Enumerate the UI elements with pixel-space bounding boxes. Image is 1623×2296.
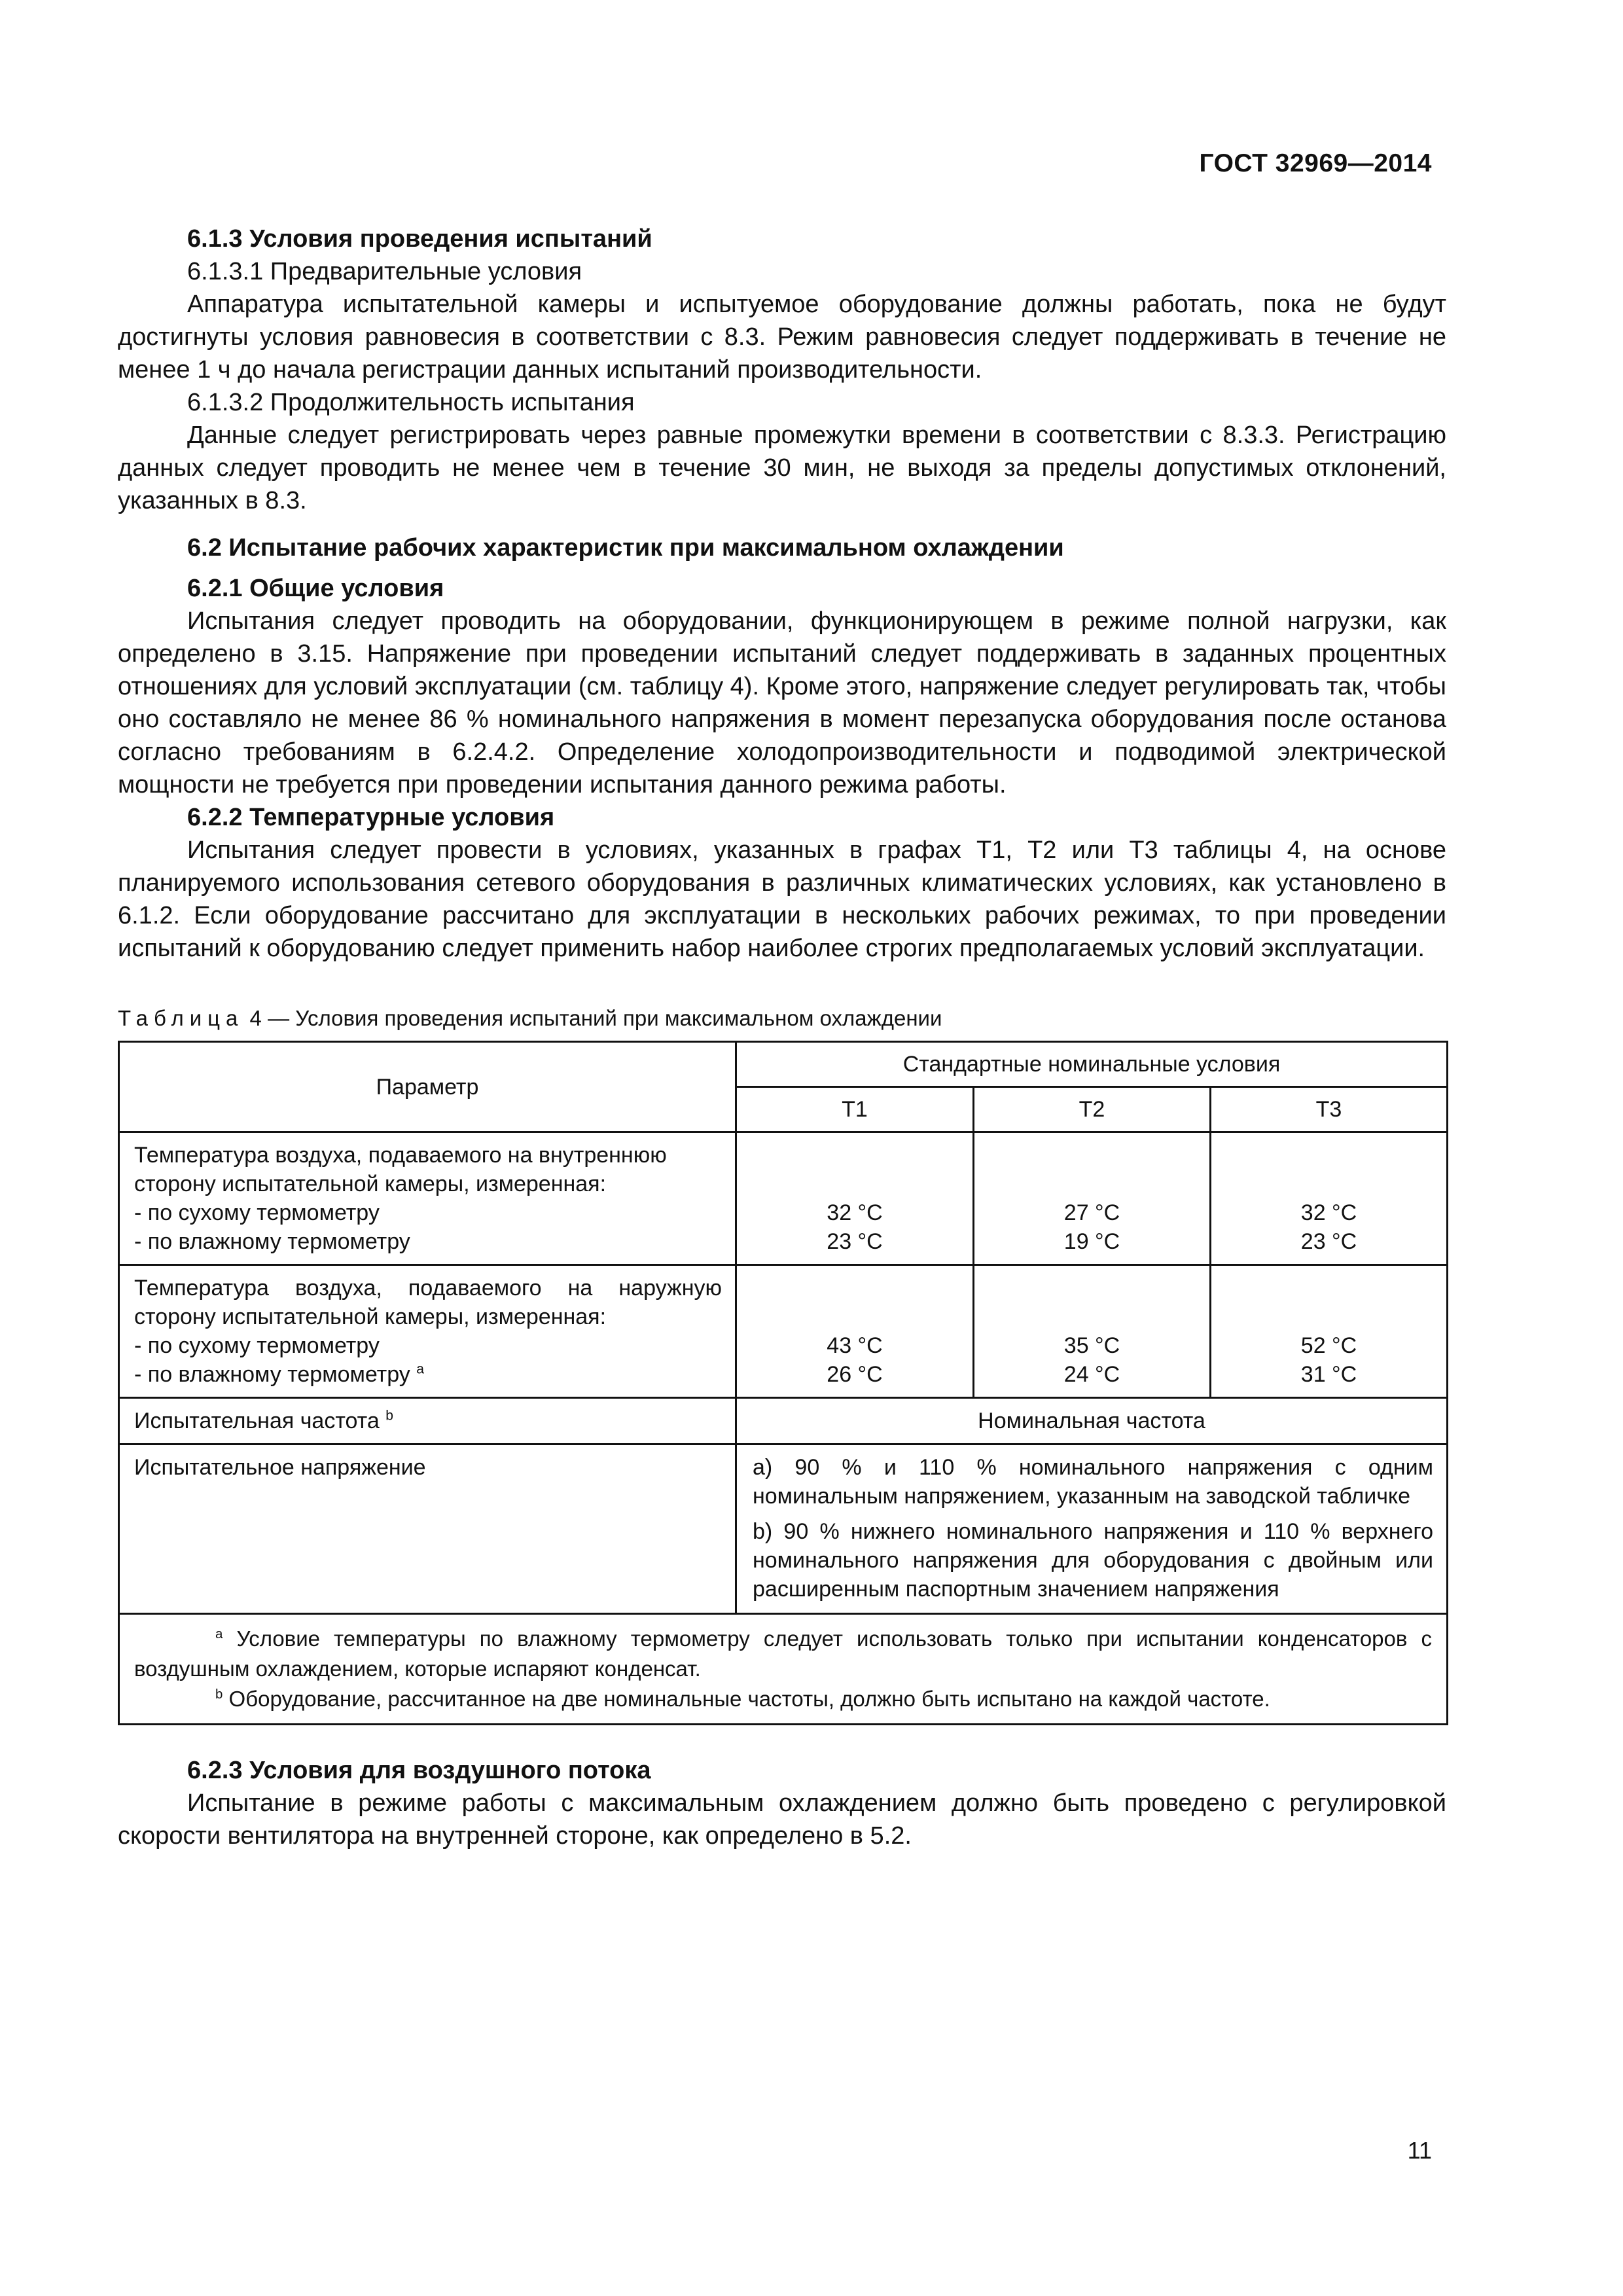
table-caption-label: Таблица <box>118 1006 244 1030</box>
table-row-footnotes <box>119 1614 1448 1725</box>
section-6-1-3-1-title: 6.1.3.1 Предварительные условия <box>187 258 582 285</box>
indoor-wet-t1: 23 °С <box>827 1229 883 1254</box>
outdoor-wet-row <box>134 1360 722 1389</box>
indoor-dry-t1: 32 °С <box>827 1200 883 1225</box>
indoor-t3 <box>1211 1132 1448 1265</box>
indoor-wet-t3: 23 °С <box>1300 1229 1357 1254</box>
section-6-2-3-title: 6.2.3 Условия для воздушного потока <box>187 1757 651 1784</box>
header-t1: Т1 <box>736 1087 974 1132</box>
section-6-1-3-2-title: 6.1.3.2 Продолжительность испытания <box>187 389 635 416</box>
indoor-t2 <box>974 1132 1211 1265</box>
footnote-a-mark: а <box>215 1626 223 1641</box>
indoor-label-cell <box>119 1132 736 1265</box>
document-body <box>118 223 1446 1852</box>
header-t3: Т3 <box>1211 1087 1448 1132</box>
footnote-a-ref: а <box>416 1361 424 1377</box>
section-6-1-3-title: 6.1.3 Условия проведения испытаний <box>187 225 652 253</box>
voltage-option-a: а) 90 % и 110 % номинального напряжения с одним номинальным напряжением, указанным на заводской табличке <box>753 1455 1433 1509</box>
standard-designation: ГОСТ 32969—2014 <box>1199 149 1432 177</box>
table-caption-text: 4 — Условия проведения испытаний при максимальном охлаждении <box>243 1006 942 1030</box>
page-number: 11 <box>1407 2137 1432 2164</box>
voltage-values <box>736 1444 1448 1614</box>
frequency-value: Номинальная частота <box>736 1398 1448 1444</box>
outdoor-dry-t2: 35 °С <box>1063 1333 1120 1358</box>
footnote-a-text: Условие температуры по влажному термометру следует использовать только при испытании конденсаторов с воздушным охлаждением, которые испаряют конденсат. <box>134 1626 1432 1681</box>
outdoor-label: Температура воздуха, подаваемого на наружную сторону испытательной камеры, измеренная: <box>134 1276 722 1329</box>
indoor-dry-t3: 32 °С <box>1300 1200 1357 1225</box>
indoor-label: Температура воздуха, подаваемого на внутреннюю сторону испытательной камеры, измеренная: <box>134 1143 667 1196</box>
indoor-wet-label: - по влажному термометру <box>134 1227 722 1256</box>
section-6-2-3-text: Испытание в режиме работы с максимальным охлаждением должно быть проведено с регулировкой скорости вентилятора на внутренней стороне, как определено в 5.2. <box>118 1789 1446 1850</box>
section-6-2-1-text: Испытания следует проводить на оборудовании, функционирующем в режиме полной нагрузки, как определено в 3.15. Напряжение при проведении испытаний следует поддерживать в заданных процентных отношениях для условий эксплуатации (см. таблицу 4). Кроме этого, напряжение следует регулировать так, чтобы оно составляло не менее 86 % номинального напряжения в момент перезапуска оборудования после останова согласно требованиям в 6.2.4.2. Определение холодопроизводительности и подводимой электрической мощности не требуется при проведении испытания данного режима работы. <box>118 607 1446 798</box>
outdoor-wet-t1: 26 °С <box>827 1362 883 1387</box>
outdoor-dry-label: - по сухому термометру <box>134 1331 722 1360</box>
frequency-label: Испытательная частота <box>134 1408 380 1433</box>
section-6-2-2-text: Испытания следует провести в условиях, указанных в графах Т1, Т2 или Т3 таблицы 4, на основе планируемого использования сетевого оборудования в различных климатических условиях, как установлено в 6.1.2. Если оборудование рассчитано для эксплуатации в нескольких рабочих режимах, то при проведении испытаний к оборудованию следует применить набор наиболее строгих предполагаемых условий эксплуатации. <box>118 836 1446 962</box>
footnote-a <box>134 1624 1432 1684</box>
indoor-wet-t2: 19 °С <box>1063 1229 1120 1254</box>
header-parameter: Параметр <box>119 1042 736 1132</box>
table-row-outdoor <box>119 1265 1448 1398</box>
section-6-2-title: 6.2 Испытание рабочих характеристик при максимальном охлаждении <box>187 534 1064 562</box>
footnote-b-text: Оборудование, рассчитанное на две номинальные частоты, должно быть испытано на каждой частоте. <box>223 1687 1270 1711</box>
outdoor-wet-label: по влажному термометру <box>147 1362 410 1387</box>
header-standard-conditions: Стандартные номинальные условия <box>736 1042 1448 1087</box>
indoor-dry-label: - по сухому термометру <box>134 1198 722 1227</box>
footnote-b <box>134 1684 1432 1714</box>
table-caption <box>118 1004 1446 1033</box>
indoor-t1 <box>736 1132 974 1265</box>
table-row-indoor <box>119 1132 1448 1265</box>
header-t2: Т2 <box>974 1087 1211 1132</box>
outdoor-wet-t3: 31 °С <box>1300 1362 1357 1387</box>
outdoor-dry-t1: 43 °С <box>827 1333 883 1358</box>
voltage-option-b: b) 90 % нижнего номинального напряжения и 110 % верхнего номинального напряжения для оборудования с двойным или расширенным паспортным значением напряжения <box>753 1519 1433 1602</box>
indoor-dry-t2: 27 °С <box>1063 1200 1120 1225</box>
section-6-1-3-1-text: Аппаратура испытательной камеры и испытуемое оборудование должны работать, пока не будут достигнуты условия равновесия в соответствии с 8.3. Режим равновесия следует поддерживать в течение не менее 1 ч до начала регистрации данных испытаний производительности. <box>118 291 1446 384</box>
frequency-label-cell <box>119 1398 736 1444</box>
outdoor-label-cell <box>119 1265 736 1398</box>
outdoor-t1 <box>736 1265 974 1398</box>
outdoor-dry-t3: 52 °С <box>1300 1333 1357 1358</box>
table-footnotes <box>119 1614 1448 1725</box>
table-row-voltage <box>119 1444 1448 1614</box>
footnote-b-mark: b <box>215 1687 223 1702</box>
table-row-frequency <box>119 1398 1448 1444</box>
conditions-table <box>118 1041 1448 1725</box>
footnote-b-ref: b <box>385 1408 393 1424</box>
outdoor-wet-t2: 24 °С <box>1063 1362 1120 1387</box>
outdoor-t2 <box>974 1265 1211 1398</box>
outdoor-t3 <box>1211 1265 1448 1398</box>
section-6-2-2-title: 6.2.2 Температурные условия <box>187 804 555 831</box>
section-6-2-1-title: 6.2.1 Общие условия <box>187 575 444 602</box>
section-6-1-3-2-text: Данные следует регистрировать через равные промежутки времени в соответствии с 8.3.3. Регистрацию данных следует проводить не менее чем в течение 30 мин, не выходя за пределы допустимых отклонений, указанных в 8.3. <box>118 422 1446 514</box>
voltage-label: Испытательное напряжение <box>119 1444 736 1614</box>
